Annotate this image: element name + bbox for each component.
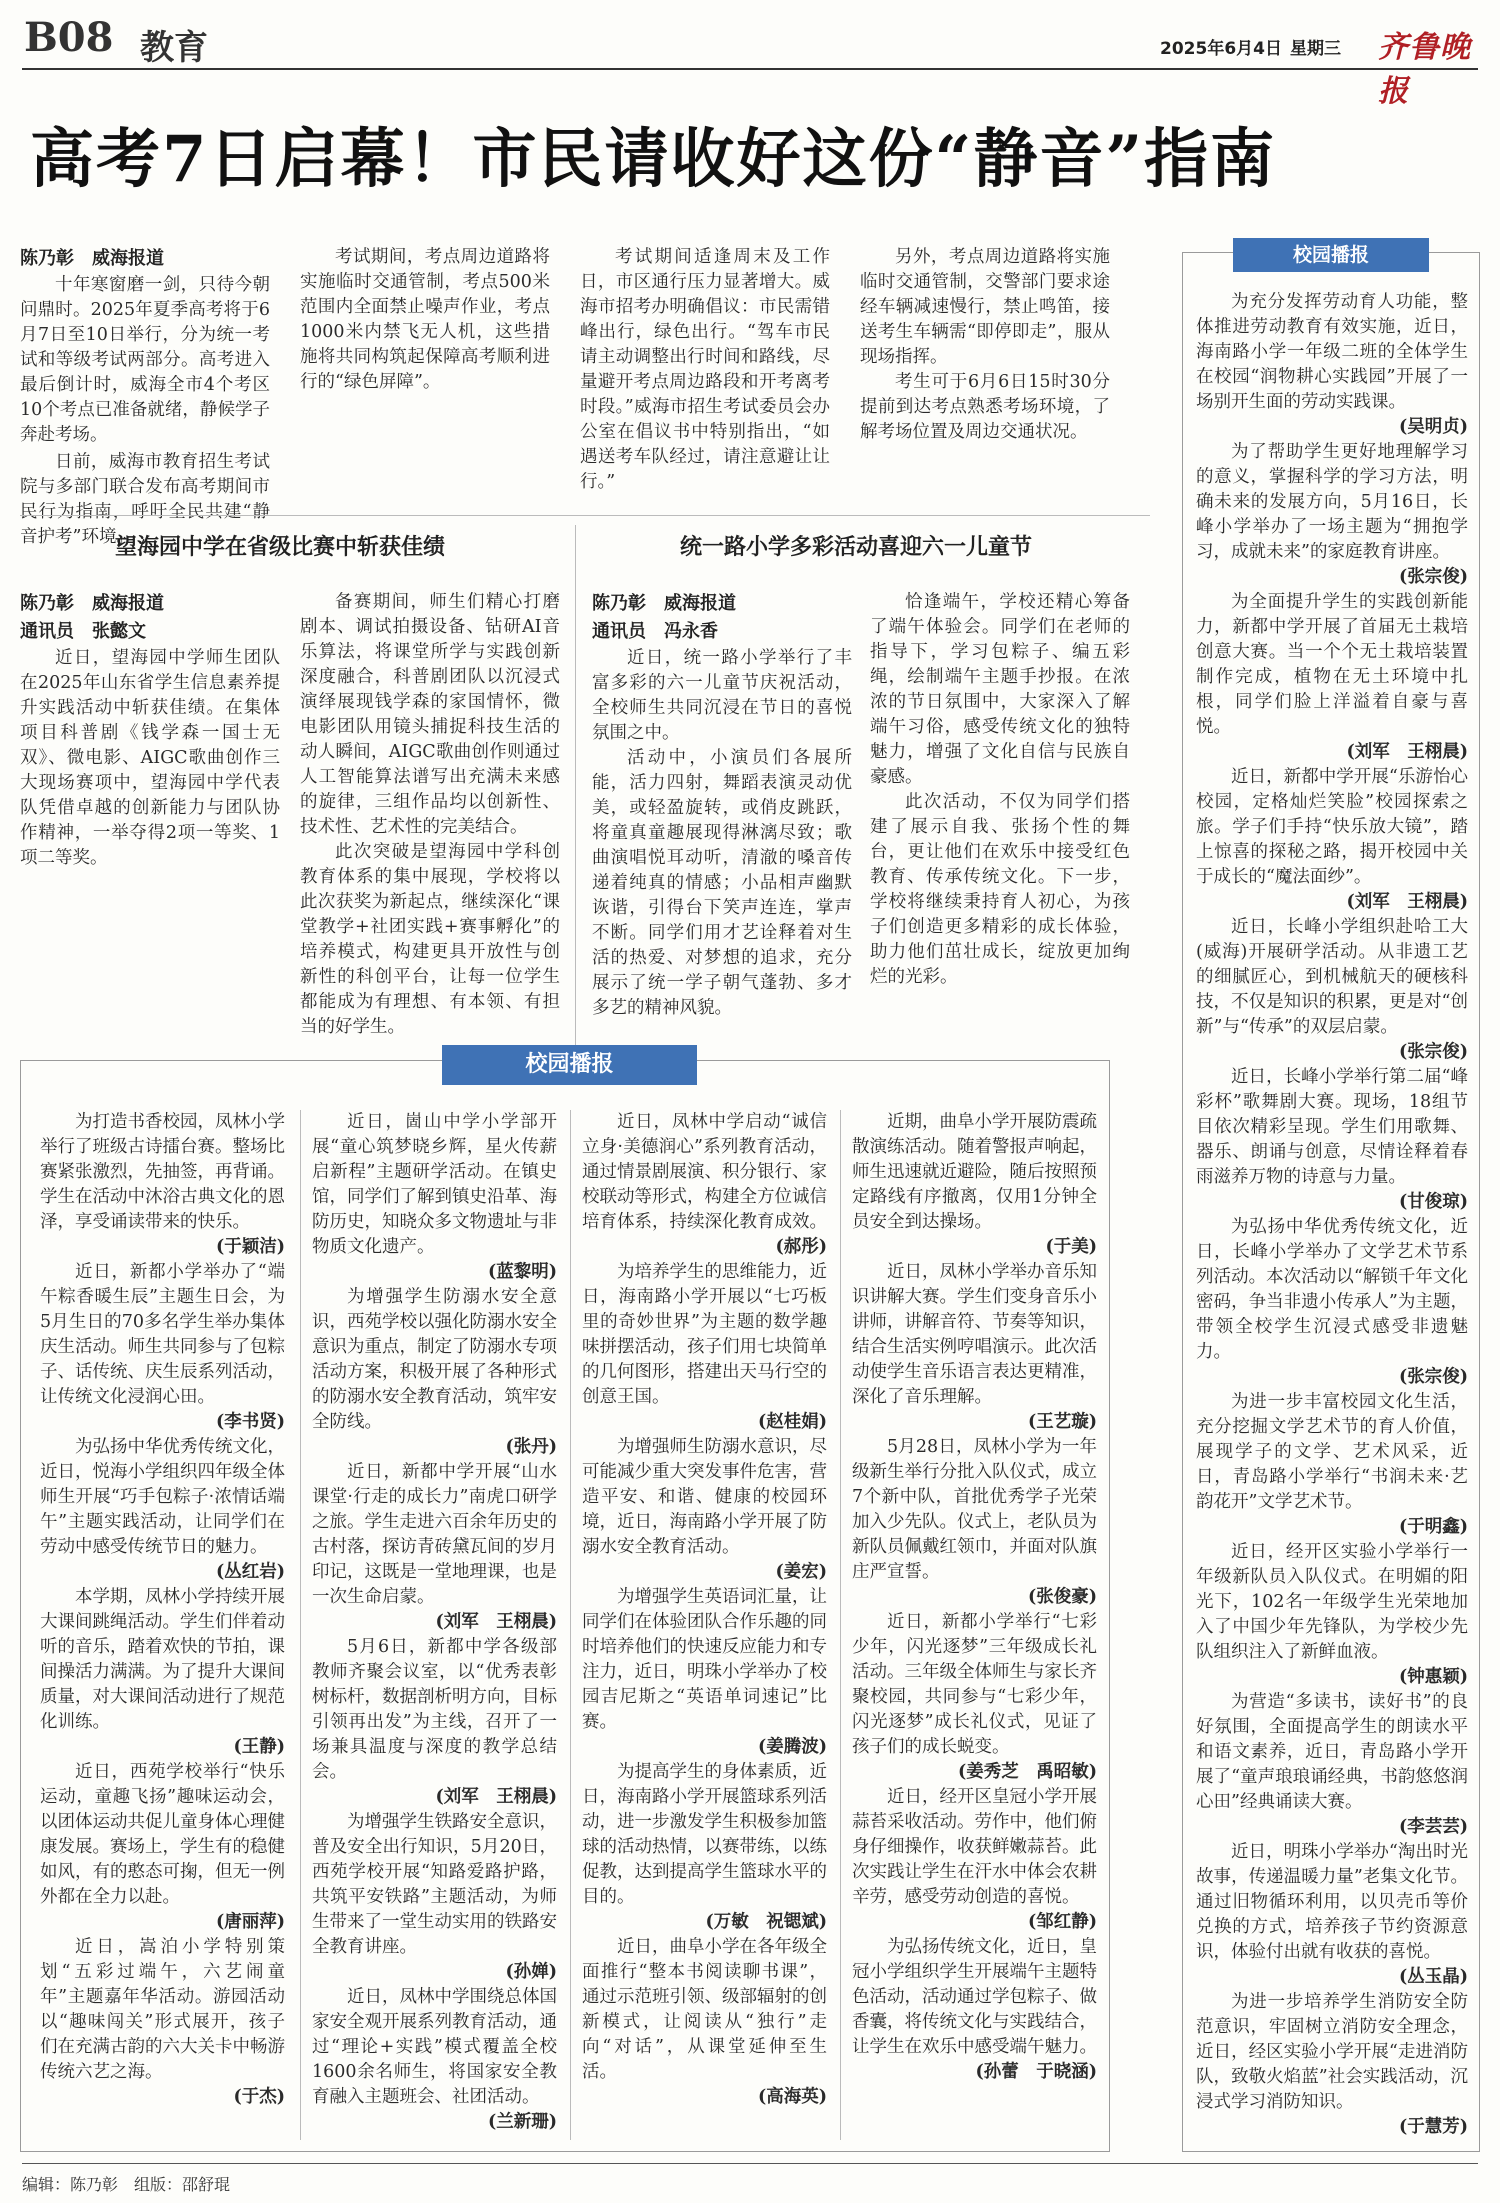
news-item: 近日，新都小学举办了“端午粽香暖生辰”主题生日会，为5月生日的70多名学生举办集体庆生活动。师生共同参与了包粽子、话传统、庆生辰系列活动，让传统文化浸润心田。 <box>40 1262 285 1407</box>
lead-paragraph: 另外，考点周边道路将实施临时交通管制，交警部门要求途经车辆减速慢行，禁止鸣笛，接送考生车辆需“即停即走”，服从现场指挥。 <box>860 247 1110 367</box>
lead-paragraph: 考试期间，考点周边道路将实施临时交通管制，考点500米范围内全面禁止噪声作业，考点1000米内禁飞无人机，这些措施将共同构筑起保障高考顺利进行的“绿色屏障”。 <box>300 247 550 392</box>
issue-date: 2025年6月4日 <box>1160 39 1282 59</box>
news-author: (郝彤) <box>775 1237 827 1257</box>
news-author: (刘军 王栩晨) <box>435 1787 557 1807</box>
news-author: (张丹) <box>505 1437 557 1457</box>
column-divider <box>570 1110 571 2140</box>
news-item: 近日，凤林中学启动“诚信立身·美德润心”系列教育活动，通过情景剧展演、积分银行、家校联动等形式，构建全方位诚信培育体系，持续深化教育成效。 <box>582 1112 827 1232</box>
news-author: (孙蕾 于晓涵) <box>975 2062 1097 2082</box>
campus-news-banner: 校园播报 <box>442 1045 697 1085</box>
header-rule <box>22 68 1478 70</box>
column-divider <box>840 1110 841 2140</box>
lead-paragraph: 考试期间适逢周末及工作日，市区通行压力显著增大。威海市招考办明确倡议：市民需错峰出行，绿色出行。“驾车市民请主动调整出行时间和路线，尽量避开考点周边路段和开考离考时段。”威海市招生考试委员会办公室在倡议书中特别指出，“如遇送考车队经过，请注意避让让行。” <box>580 247 830 492</box>
news-author: (张俊豪) <box>1027 1587 1097 1607</box>
sidebar-news-banner: 校园播报 <box>1233 238 1429 272</box>
story-b-byline: 陈乃彰 威海报道 <box>592 593 736 614</box>
news-item: 为充分发挥劳动育人功能，整体推进劳动教育有效实施，近日，海南路小学一年级二班的全体学生在校园“润物耕心实践园”开展了一场别开生面的劳动实践课。 <box>1196 292 1468 412</box>
news-author: (钟惠颖) <box>1398 1667 1468 1687</box>
news-item: 为营造“多读书，读好书”的良好氛围，全面提高学生的朗读水平和语文素养，近日，青岛路小学开展了“童声琅琅诵经典，书韵悠悠润心田”经典诵读大赛。 <box>1196 1692 1468 1812</box>
news-author: (李芸芸) <box>1398 1817 1468 1837</box>
news-author: (蓝黎明) <box>487 1262 557 1282</box>
news-author: (唐丽萍) <box>215 1912 285 1932</box>
news-item: 近日，新都中学开展“山水课堂·行走的成长力”南虎口研学之旅。学生走进六百余年历史的古村落，探访青砖黛瓦间的岁月印记，这既是一堂地理课，也是一次生命启蒙。 <box>312 1462 557 1607</box>
story-a-paragraph: 近日，望海园中学师生团队在2025年山东省学生信息素养提升实践活动中斩获佳绩。在集体项目科普剧《钱学森一国士无双》、微电影、AIGC歌曲创作三大现场赛项中，望海园中学代表队凭借卓越的创新能力与团队协作精神，一举夺得2项一等奖、1项二等奖。 <box>20 648 280 868</box>
news-author: (高海英) <box>757 2087 827 2107</box>
news-author: (兰新珊) <box>487 2112 557 2132</box>
story-b-byline-2: 通讯员 冯永香 <box>592 621 718 642</box>
news-item: 近日，凤林中学围绕总体国家安全观开展系列教育活动，通过“理论+实践”模式覆盖全校1600余名师生，将国家安全教育融入主题班会、社团活动。 <box>312 1987 557 2107</box>
column-divider <box>300 1110 301 2140</box>
campus-column-1 <box>40 1110 285 2145</box>
news-item: 为进一步培养学生消防安全防范意识，牢固树立消防安全理念，近日，经区实验小学开展“走进消防队，致敬火焰蓝”社会实践活动，沉浸式学习消防知识。 <box>1196 1992 1468 2112</box>
news-author: (吴明贞) <box>1398 417 1468 437</box>
news-author: (邹红静) <box>1027 1912 1097 1932</box>
news-author: (万敏 祝锶斌) <box>705 1912 827 1932</box>
news-item: 近日，凤林小学举办音乐知识讲解大赛。学生们变身音乐小讲师，讲解音符、节奏等知识，结合生活实例哼唱演示。此次活动使学生音乐语言表达更精准，深化了音乐理解。 <box>852 1262 1097 1407</box>
news-author: (王静) <box>233 1737 285 1757</box>
story-b-paragraph: 近日，统一路小学举行了丰富多彩的六一儿童节庆祝活动，全校师生共同沉浸在节日的喜悦氛围之中。 <box>592 648 852 743</box>
news-item: 为了帮助学生更好地理解学习的意义，掌握科学的学习方法，明确未来的发展方向，5月16日，长峰小学举办了一场主题为“拥抱学习，成就未来”的家庭教育讲座。 <box>1196 442 1468 562</box>
news-author: (甘俊琼) <box>1398 1192 1468 1212</box>
issue-weekday: 星期三 <box>1290 39 1341 59</box>
lead-rule <box>20 515 1150 516</box>
lead-paragraph: 十年寒窗磨一剑，只待今朝问鼎时。2025年夏季高考将于6月7日至10日举行，分为统一考试和等级考试两部分。高考进入最后倒计时，威海全市4个考区10个考点已准备就绪，静候学子奔赴考场。 <box>20 275 270 445</box>
news-item: 近日，长峰小学举行第二届“峰彩杯”歌舞剧大赛。现场，18组节目依次精彩呈现。学生们用歌舞、器乐、朗诵与创意，尽情诠释着春雨滋养万物的诗意与力量。 <box>1196 1067 1468 1187</box>
news-author: (张宗俊) <box>1398 1367 1468 1387</box>
lead-column-1b <box>20 450 270 547</box>
news-author: (张宗俊) <box>1398 567 1468 587</box>
story-b-title: 统一路小学多彩活动喜迎六一儿童节 <box>680 535 1033 560</box>
story-a-paragraph: 此次突破是望海园中学科创教育体系的集中展现，学校将以此次获奖为新起点，继续深化“课堂教学+社团实践+赛事孵化”的培养模式，构建更具开放性与创新性的科创平台，让每一位学生都能成为有理想、有本领、有担当的好学生。 <box>300 842 560 1037</box>
story-b-column-2 <box>870 590 1130 1040</box>
news-item: 为增强学生铁路安全意识，普及安全出行知识，5月20日，西苑学校开展“知路爱路护路，共筑平安铁路”主题活动，为师生带来了一堂生动实用的铁路安全教育讲座。 <box>312 1812 557 1957</box>
lead-column-2 <box>300 245 550 515</box>
story-b-column-1 <box>592 590 852 1040</box>
story-a-column-1 <box>20 590 280 1040</box>
news-item: 近日，经开区皇冠小学开展蒜苔采收活动。劳作中，他们俯身仔细操作，收获鲜嫩蒜苔。此次实践让学生在汗水中体会农耕辛劳，感受劳动创造的喜悦。 <box>852 1787 1097 1907</box>
lead-paragraph: 考生可于6月6日15时30分提前到达考点熟悉考场环境，了解考场位置及周边交通状况。 <box>860 372 1110 442</box>
news-item: 近日，曲阜小学在各年级全面推行“整本书阅读聊书课”，通过示范班引领、级部辐射的创新模式，让阅读从“独行”走向“对话”，从课堂延伸至生活。 <box>582 1937 827 2082</box>
lead-column-3 <box>580 245 830 515</box>
page-number: B08 <box>24 14 114 61</box>
story-a-column-2 <box>300 590 560 1040</box>
news-author: (于颖洁) <box>215 1237 285 1257</box>
lead-byline: 陈乃彰 威海报道 <box>20 248 164 269</box>
news-item: 为弘扬传统文化，近日，皇冠小学组织学生开展端午主题特色活动，活动通过学包粽子、做香囊，将传统文化与实践结合，让学生在欢乐中感受端午魅力。 <box>852 1937 1097 2057</box>
news-author: (李书贤) <box>215 1412 285 1432</box>
section-name: 教育 <box>140 28 208 68</box>
news-item: 5月28日，凤林小学为一年级新生举行分批入队仪式，成立7个新中队，首批优秀学子光荣加入少先队。仪式上，老队员为新队员佩戴红领巾，并面对队旗庄严宣誓。 <box>852 1437 1097 1582</box>
news-item: 为增强师生防溺水意识，尽可能减少重大突发事件危害，营造平安、和谐、健康的校园环境，近日，海南路小学开展了防溺水安全教育活动。 <box>582 1437 827 1557</box>
news-item: 为弘扬中华优秀传统文化，近日，长峰小学举办了文学艺术节系列活动。本次活动以“解锁千年文化密码，争当非遗小传承人”为主题，带领全校学生沉浸式感受非遗魅力。 <box>1196 1217 1468 1362</box>
footer-rule <box>22 2163 1478 2164</box>
lead-column-4 <box>860 245 1110 515</box>
news-item: 5月6日，新都中学各级部教师齐聚会议室，以“优秀表彰树标杆，数据剖析明方向，目标引领再出发”为主线，召开了一场兼具温度与深度的教学总结会。 <box>312 1637 557 1782</box>
news-item: 为全面提升学生的实践创新能力，新都中学开展了首届无土栽培创意大赛。当一个个无土栽培装置制作完成，植物在无土环境中扎根，同学们脸上洋溢着自豪与喜悦。 <box>1196 592 1468 737</box>
sidebar-column <box>1196 290 1468 2145</box>
news-item: 为增强学生英语词汇量，让同学们在体验团队合作乐趣的同时培养他们的快速反应能力和专注力，近日，明珠小学举办了校园吉尼斯之“英语单词速记”比赛。 <box>582 1587 827 1732</box>
news-author: (于明鑫) <box>1398 1517 1468 1537</box>
news-item: 本学期，凤林小学持续开展大课间跳绳活动。学生们伴着动听的音乐，踏着欢快的节拍，课间操活力满满。为了提升大课间质量，对大课间活动进行了规范化训练。 <box>40 1587 285 1732</box>
campus-column-3 <box>582 1110 827 2145</box>
page-headline: 高考7日启幕！市民请收好这份“静音”指南 <box>30 122 1277 197</box>
news-item: 近日，经开区实验小学举行一年级新队员入队仪式。在明媚的阳光下，102名一年级学生光荣地加入了中国少年先锋队，为学校少先队组织注入了新鲜血液。 <box>1196 1542 1468 1662</box>
news-author: (于美) <box>1045 1237 1097 1257</box>
news-author: (姜宏) <box>775 1562 827 1582</box>
news-author: (王艺璇) <box>1027 1412 1097 1432</box>
campus-column-4 <box>852 1110 1097 2145</box>
news-item: 近日，西苑学校举行“快乐运动，童趣飞扬”趣味运动会，以团体运动共促儿童身体心理健康发展。赛场上，学生有的稳健如风，有的憨态可掬，但无一例外都在全力以赴。 <box>40 1762 285 1907</box>
news-author: (丛玉晶) <box>1398 1967 1468 1987</box>
news-item: 近日，新都中学开展“乐游怡心校园，定格灿烂笑脸”校园探索之旅。学子们手持“快乐放大镜”，踏上惊喜的探秘之路，揭开校园中关于成长的“魔法面纱”。 <box>1196 767 1468 887</box>
news-author: (刘军 王栩晨) <box>1346 892 1468 912</box>
news-author: (孙婵) <box>505 1962 557 1982</box>
news-item: 近日，崮山中学小学部开展“童心筑梦晓乡辉，星火传薪启新程”主题研学活动。在镇史馆，同学们了解到镇史沿革、海防历史，知晓众多文物遗址与非物质文化遗产。 <box>312 1112 557 1257</box>
editor-credits: 编辑：陈乃彰 组版：邵舒琨 <box>22 2175 231 2194</box>
news-item: 为培养学生的思维能力，近日，海南路小学开展以“七巧板里的奇妙世界”为主题的数学趣味拼摆活动，孩子们用七块简单的几何图形，搭建出天马行空的创意王国。 <box>582 1262 827 1407</box>
news-item: 近日，新都小学举行“七彩少年，闪光逐梦”三年级成长礼活动。三年级全体师生与家长齐聚校园，共同参与“七彩少年，闪光逐梦”成长礼仪式，见证了孩子们的成长蜕变。 <box>852 1612 1097 1757</box>
news-author: (丛红岩) <box>215 1562 285 1582</box>
news-author: (刘军 王栩晨) <box>1346 742 1468 762</box>
news-item: 近日，嵩泊小学特别策划“五彩过端午，六艺闹童年”主题嘉年华活动。游园活动以“趣味闯关”形式展开，孩子们在充满古韵的六大关卡中畅游传统六艺之海。 <box>40 1937 285 2082</box>
news-item: 为增强学生防溺水安全意识，西苑学校以强化防溺水安全意识为重点，制定了防溺水专项活动方案，积极开展了各种形式的防溺水安全教育活动，筑牢安全防线。 <box>312 1287 557 1432</box>
story-a-title: 望海园中学在省级比赛中斩获佳绩 <box>115 535 446 560</box>
campus-column-2 <box>312 1110 557 2145</box>
story-a-byline-2: 通讯员 张懿文 <box>20 621 146 642</box>
news-author: (于慧芳) <box>1398 2117 1468 2137</box>
news-item: 为进一步丰富校园文化生活，充分挖掘文学艺术节的育人价值，展现学子的文学、艺术风采，近日，青岛路小学举行“书润未来·艺韵花开”文学艺术节。 <box>1196 1392 1468 1512</box>
news-item: 近日，长峰小学组织赴哈工大(威海)开展研学活动。从非遗工艺的细腻匠心，到机械航天的硬核科技，不仅是知识的积累，更是对“创新”与“传承”的双层启蒙。 <box>1196 917 1468 1037</box>
news-author: (张宗俊) <box>1398 1042 1468 1062</box>
lead-paragraph: 日前，威海市教育招生考试院与多部门联合发布高考期间市民行为指南，呼吁全民共建“静音护考”环境。 <box>20 452 270 547</box>
story-b-paragraph: 活动中，小演员们各展所能，活力四射，舞蹈表演灵动优美，或轻盈旋转，或俏皮跳跃，将童真童趣展现得淋漓尽致；歌曲演唱悦耳动听，清澈的嗓音传递着纯真的情感；小品相声幽默诙谐，引得台下笑声连连，掌声不断。同学们用才艺诠释着对生活的热爱、对梦想的追求，充分展示了统一学子朝气蓬勃、多才多艺的精神风貌。 <box>592 748 852 1018</box>
news-author: (姜腾波) <box>757 1737 827 1757</box>
news-item: 为提高学生的身体素质，近日，海南路小学开展篮球系列活动，进一步激发学生积极参加篮球的活动热情，以赛带练，以练促教，达到提高学生篮球水平的目的。 <box>582 1762 827 1907</box>
newspaper-logo: 齐鲁晚报 <box>1378 30 1471 109</box>
story-a-byline: 陈乃彰 威海报道 <box>20 593 164 614</box>
news-author: (于杰) <box>233 2087 285 2107</box>
column-divider <box>575 525 576 1045</box>
news-item: 近日，明珠小学举办“淘出时光故事，传递温暖力量”老集文化节。通过旧物循环利用，以贝壳币等价兑换的方式，培养孩子节约资源意识，体验付出就有收获的喜悦。 <box>1196 1842 1468 1962</box>
news-author: (刘军 王栩晨) <box>435 1612 557 1632</box>
news-item: 为弘扬中华优秀传统文化，近日，悦海小学组织四年级全体师生开展“巧手包粽子·浓情话端午”主题实践活动，让同学们在劳动中感受传统节日的魅力。 <box>40 1437 285 1557</box>
news-item: 近期，曲阜小学开展防震疏散演练活动。随着警报声响起，师生迅速就近避险，随后按照预定路线有序撤离，仅用1分钟全员安全到达操场。 <box>852 1112 1097 1232</box>
news-item: 为打造书香校园，凤林小学举行了班级古诗擂台赛。整场比赛紧张激烈，先抽签，再背诵。学生在活动中沐浴古典文化的恩泽，享受诵读带来的快乐。 <box>40 1112 285 1232</box>
news-author: (赵桂娟) <box>757 1412 827 1432</box>
story-a-paragraph: 备赛期间，师生们精心打磨剧本、调试拍摄设备、钻研AI音乐算法，将课堂所学与实践创新深度融合，科普剧团队以沉浸式演绎展现钱学森的家国情怀，微电影团队用镜头捕捉科技生活的动人瞬间，AIGC歌曲创作则通过人工智能算法谱写出充满未来感的旋律，三组作品均以创新性、技术性、艺术性的完美结合。 <box>300 592 560 837</box>
story-b-paragraph: 此次活动，不仅为同学们搭建了展示自我、张扬个性的舞台，更让他们在欢乐中接受红色教育、传承传统文化。下一步，学校将继续秉持育人初心，为孩子们创造更多精彩的成长体验，助力他们茁壮成长，绽放更加绚烂的光彩。 <box>870 792 1130 987</box>
news-author: (姜秀芝 禹昭敏) <box>957 1762 1097 1782</box>
story-b-paragraph: 恰逢端午，学校还精心筹备了端午体验会。同学们在老师的指导下，学习包粽子、编五彩绳，绘制端午主题手抄报。在浓浓的节日氛围中，大家深入了解端午习俗，感受传统文化的独特魅力，增强了文化自信与民族自豪感。 <box>870 592 1130 787</box>
